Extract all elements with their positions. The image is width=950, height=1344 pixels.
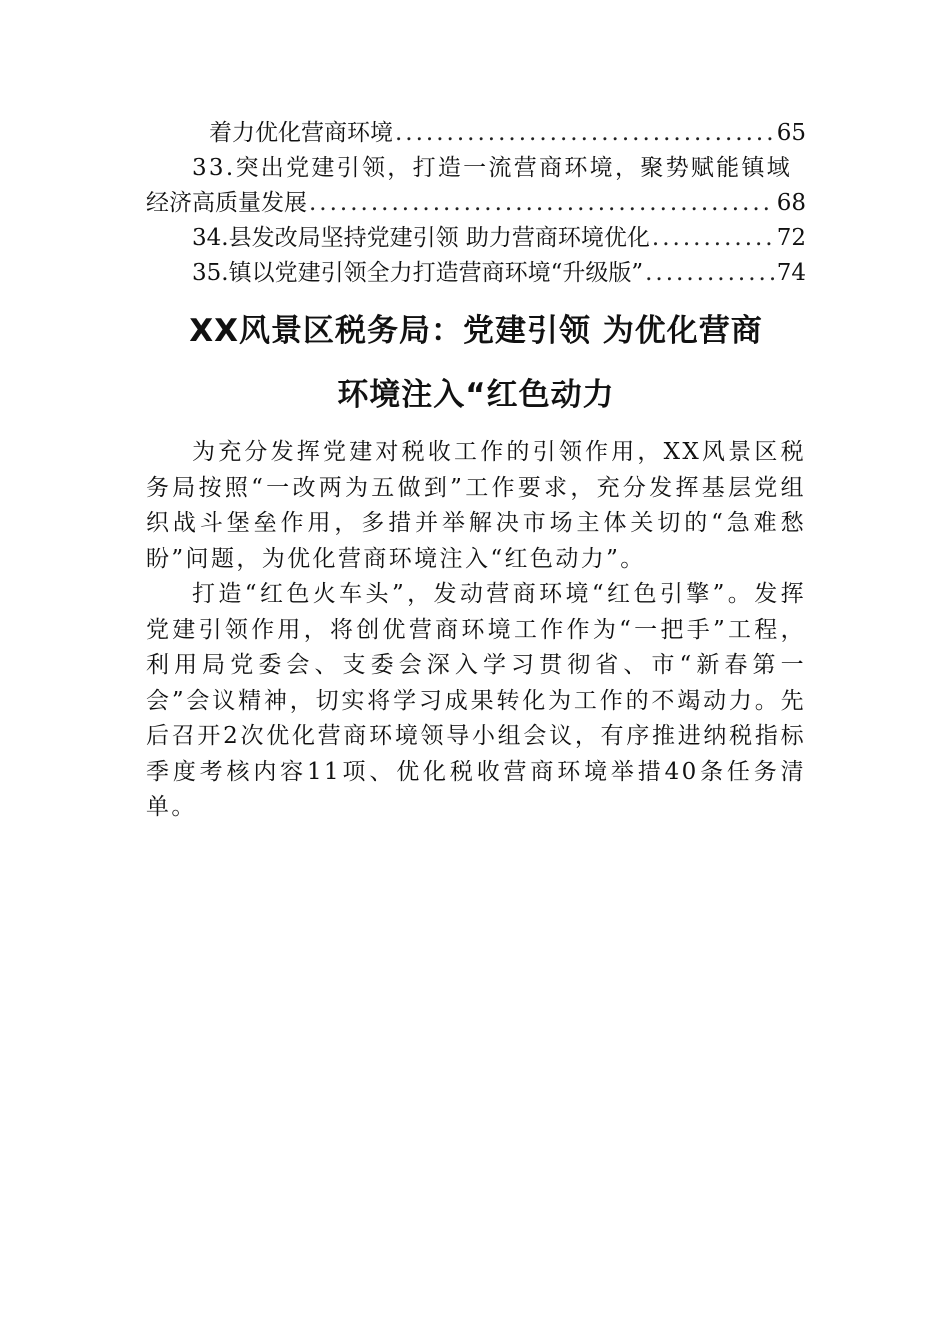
toc-leader-dots [395, 116, 775, 151]
article-paragraph: 打造“红色火车头”，发动营商环境“红色引擎”。发挥党建引领作用，将创优营商环境工作作为“一把手”工程，利用局党委会、支委会深入学习贯彻省、市“新春第一会”会议精神，切实将学习成果转化为工作的不竭动力。先后召开2次优化营商环境领导小组会议，有序推进纳税指标季度考核内容11项、优化税收营商环境举措40条任务清单。 [146, 581, 806, 820]
article-title-line-2: 环境注入“红色动力 [337, 377, 615, 413]
toc-entry-text-continued: 经济高质量发展 [146, 190, 307, 216]
table-of-contents [146, 116, 806, 291]
toc-page-number: 72 [776, 225, 806, 251]
toc-page-number: 74 [776, 260, 806, 286]
toc-leader-dots [645, 256, 775, 291]
article-title [146, 299, 806, 427]
document-page [146, 116, 806, 826]
toc-entry[interactable] [146, 116, 806, 151]
toc-entry-text: 35.镇以党建引领全力打造营商环境“升级版” [192, 260, 644, 286]
article-title-line-1: XX风景区税务局：党建引领 为优化营商 [189, 313, 763, 349]
toc-page-number: 65 [776, 120, 806, 146]
article-body [146, 435, 806, 826]
toc-leader-dots [652, 221, 775, 256]
toc-entry[interactable] [146, 256, 806, 291]
toc-entry[interactable] [146, 151, 806, 221]
toc-entry-text: 33.突出党建引领，打造一流营商环境，聚势赋能镇域 [192, 155, 793, 181]
toc-entry[interactable] [146, 221, 806, 256]
article-paragraph: 为充分发挥党建对税收工作的引领作用，XX风景区税务局按照“一改两为五做到”工作要求，充分发挥基层党组织战斗堡垒作用，多措并举解决市场主体关切的“急难愁盼”问题，为优化营商环境注入“红色动力”。 [146, 439, 806, 572]
toc-leader-dots [309, 186, 775, 221]
toc-entry-text: 34.县发改局坚持党建引领 助力营商环境优化 [192, 225, 650, 251]
toc-page-number: 68 [776, 190, 806, 216]
toc-entry-text: 着力优化营商环境 [209, 120, 393, 146]
